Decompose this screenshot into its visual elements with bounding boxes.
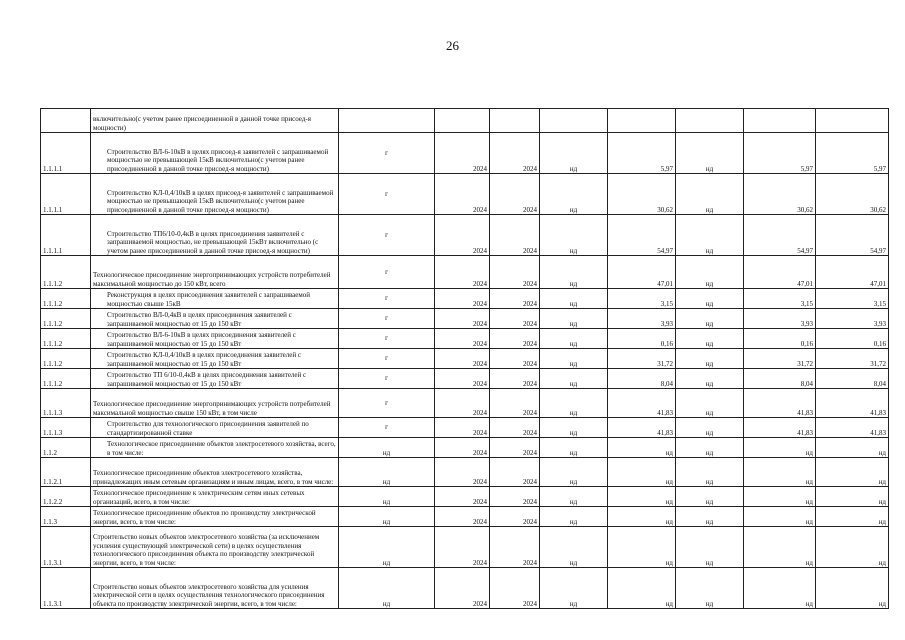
row-name-text: Строительство ТП6/10-0,4кВ в целях присоединения заявителей с запрашиваемой мощностью, не превышающей 15кВт включительно (с учетом ранее присоединенной в данной точке присоед-я мощности) — [107, 229, 319, 255]
row-name — [91, 289, 339, 309]
row-year-start: 2024 — [435, 329, 490, 349]
row-value-5: нд — [816, 527, 889, 568]
table-row — [41, 349, 889, 369]
row-code: 1.1.3 — [41, 507, 91, 527]
row-name — [91, 174, 339, 215]
row-year-end: 2024 — [490, 309, 540, 329]
row-name-text: Технологическое присоединение объектов электросетевого хозяйства, принадлежащих иным сетевым организациям и иным лицам, всего, в том числе: — [93, 469, 334, 486]
row-code: 1.1.1.1 — [41, 133, 91, 174]
row-year-end: 2024 — [490, 438, 540, 458]
row-unit: г — [339, 349, 435, 369]
row-code: 1.1.1.1 — [41, 174, 91, 215]
row-year-end: 2024 — [490, 174, 540, 215]
page-number: 26 — [446, 38, 459, 53]
row-value-5: нд — [816, 568, 889, 609]
row-year-end: 2024 — [490, 349, 540, 369]
row-code: 1.1.3.1 — [41, 527, 91, 568]
row-value-4: нд — [744, 487, 816, 507]
row-year-end: 2024 — [490, 369, 540, 389]
row-name — [91, 568, 339, 609]
row-unit: нд — [339, 507, 435, 527]
row-year-start: 2024 — [435, 418, 490, 438]
row-name — [91, 389, 339, 418]
row-value-5: 30,62 — [816, 174, 889, 215]
row-value-4: 8,04 — [744, 369, 816, 389]
row-code: 1.1.3.1 — [41, 568, 91, 609]
row-name-text: Строительство ВЛ-0,4кВ в целях присоединения заявителей с запрашиваемой мощностью от 15 до 150 кВт — [107, 311, 292, 328]
table-row — [41, 256, 889, 289]
row-value-4: 0,16 — [744, 329, 816, 349]
row-unit: г — [339, 215, 435, 256]
row-name-text: Технологическое присоединение к электрическим сетям иных сетевых организаций, всего, в том числе: — [93, 489, 305, 506]
row-value-5: нд — [816, 507, 889, 527]
row-year-end: 2024 — [490, 418, 540, 438]
row-value-2: нд — [608, 568, 676, 609]
row-value-1: нд — [540, 389, 608, 418]
row-year-start: 2024 — [435, 568, 490, 609]
row-year-start: 2024 — [435, 487, 490, 507]
row-value-4: нд — [744, 568, 816, 609]
table-row — [41, 369, 889, 389]
table-row — [41, 389, 889, 418]
row-name — [91, 438, 339, 458]
row-name-text: включительно(с учетом ранее присоединенной в данной точке присоед-я мощности) — [93, 115, 311, 132]
row-year-start: 2024 — [435, 369, 490, 389]
row-value-3: нд — [676, 256, 744, 289]
row-year-end: 2024 — [490, 215, 540, 256]
row-year-end: 2024 — [490, 487, 540, 507]
row-value-2: 8,04 — [608, 369, 676, 389]
row-value-1 — [540, 109, 608, 133]
row-name-text: Технологическое присоединение объектов по производству электрической энергии, всего, в том числе: — [93, 509, 316, 526]
row-value-2: нд — [608, 438, 676, 458]
row-name — [91, 369, 339, 389]
row-unit: г — [339, 329, 435, 349]
row-value-1: нд — [540, 458, 608, 487]
row-value-5: 3,93 — [816, 309, 889, 329]
row-value-4: 3,93 — [744, 309, 816, 329]
row-year-start: 2024 — [435, 527, 490, 568]
table-body — [41, 109, 889, 609]
row-value-3: нд — [676, 418, 744, 438]
row-year-end: 2024 — [490, 527, 540, 568]
table-row — [41, 215, 889, 256]
row-unit: нд — [339, 487, 435, 507]
row-year-end: 2024 — [490, 256, 540, 289]
row-unit: нд — [339, 458, 435, 487]
row-value-2: 41,83 — [608, 418, 676, 438]
row-value-1: нд — [540, 507, 608, 527]
row-name-text: Технологическое присоединение энергопринимающих устройств потребителей максимальной мощностью свыше 150 кВт, в том числе — [93, 400, 331, 417]
row-value-4: нд — [744, 527, 816, 568]
row-value-4: 47,01 — [744, 256, 816, 289]
row-value-5: нд — [816, 458, 889, 487]
row-value-5: 3,15 — [816, 289, 889, 309]
row-value-3: нд — [676, 215, 744, 256]
table-row — [41, 458, 889, 487]
row-year-end: 2024 — [490, 458, 540, 487]
row-value-1: нд — [540, 215, 608, 256]
table-row — [41, 568, 889, 609]
row-value-2: 31,72 — [608, 349, 676, 369]
row-value-2: 3,15 — [608, 289, 676, 309]
row-value-3: нд — [676, 438, 744, 458]
row-value-3: нд — [676, 329, 744, 349]
row-value-4: 41,83 — [744, 389, 816, 418]
row-value-4: нд — [744, 507, 816, 527]
row-value-4: нд — [744, 438, 816, 458]
row-name-text: Строительство КЛ-0,4/10кВ в целях присоед-я заявителей с запрашиваемой мощностью не превышающей 15кВ включительно(с учетом ранее присоединенной в данной точке присоед-я мощности) — [107, 188, 334, 214]
table-row — [41, 133, 889, 174]
row-name — [91, 109, 339, 133]
table-row — [41, 507, 889, 527]
row-value-5: 5,97 — [816, 133, 889, 174]
row-code: 1.1.1.2 — [41, 256, 91, 289]
table-row — [41, 109, 889, 133]
row-value-3 — [676, 109, 744, 133]
row-name — [91, 487, 339, 507]
row-unit: г — [339, 289, 435, 309]
row-value-4: 54,97 — [744, 215, 816, 256]
row-year-start: 2024 — [435, 349, 490, 369]
row-name-text: Строительство ВЛ-6-10кВ в целях присоед-я заявителей с запрашиваемой мощностью не превышающей 15кВ включительно(с учетом ранее присоединенной в данной точке присоед-я мощности) — [107, 147, 329, 173]
row-unit: г — [339, 389, 435, 418]
row-name-text: Строительство ТП 6/10-0,4кВ в целях присоединения заявителей с запрашиваемой мощностью от 15 до 150 кВт — [107, 371, 307, 388]
row-value-5: нд — [816, 438, 889, 458]
row-value-2: 41,83 — [608, 389, 676, 418]
table-row — [41, 329, 889, 349]
row-value-3: нд — [676, 487, 744, 507]
table-row — [41, 527, 889, 568]
row-code: 1.1.1.2 — [41, 369, 91, 389]
row-year-start: 2024 — [435, 438, 490, 458]
table-row — [41, 309, 889, 329]
row-value-5: 8,04 — [816, 369, 889, 389]
row-year-start: 2024 — [435, 309, 490, 329]
row-year-end: 2024 — [490, 568, 540, 609]
row-value-2: нд — [608, 487, 676, 507]
row-value-2: 0,16 — [608, 329, 676, 349]
row-unit: г — [339, 369, 435, 389]
row-value-2: нд — [608, 458, 676, 487]
row-year-end: 2024 — [490, 329, 540, 349]
row-value-1: нд — [540, 487, 608, 507]
row-value-1: нд — [540, 568, 608, 609]
row-name — [91, 215, 339, 256]
row-code: 1.1.1.2 — [41, 289, 91, 309]
row-year-start: 2024 — [435, 174, 490, 215]
table-row — [41, 174, 889, 215]
row-value-5: 47,01 — [816, 256, 889, 289]
row-name — [91, 329, 339, 349]
row-code: 1.1.1.2 — [41, 309, 91, 329]
row-value-3: нд — [676, 174, 744, 215]
row-value-2: 3,93 — [608, 309, 676, 329]
row-value-3: нд — [676, 458, 744, 487]
row-year-start: 2024 — [435, 256, 490, 289]
row-value-4: 31,72 — [744, 349, 816, 369]
row-code: 1.1.2.2 — [41, 487, 91, 507]
row-year-end: 2024 — [490, 133, 540, 174]
row-name-text: Строительство новых объектов электросетевого хозяйства для усиления электрической сети в целях осуществления технологического присоединения объекта по производству электрической энергии, всего, в том числе: — [93, 582, 325, 608]
row-name — [91, 527, 339, 568]
row-code: 1.1.1.1 — [41, 215, 91, 256]
row-value-4: 30,62 — [744, 174, 816, 215]
row-name — [91, 418, 339, 438]
row-code: 1.1.1.2 — [41, 349, 91, 369]
row-value-4 — [744, 109, 816, 133]
row-value-5: нд — [816, 487, 889, 507]
row-value-1: нд — [540, 174, 608, 215]
row-value-1: нд — [540, 349, 608, 369]
row-value-5: 0,16 — [816, 329, 889, 349]
row-code: 1.1.2 — [41, 438, 91, 458]
row-name — [91, 133, 339, 174]
table-row — [41, 487, 889, 507]
row-value-5 — [816, 109, 889, 133]
row-value-1: нд — [540, 527, 608, 568]
row-value-1: нд — [540, 369, 608, 389]
row-unit: г — [339, 174, 435, 215]
row-value-3: нд — [676, 507, 744, 527]
row-value-3: нд — [676, 527, 744, 568]
row-value-1: нд — [540, 329, 608, 349]
row-value-4: 41,83 — [744, 418, 816, 438]
row-code — [41, 109, 91, 133]
row-value-4: 5,97 — [744, 133, 816, 174]
row-value-1: нд — [540, 256, 608, 289]
row-name — [91, 458, 339, 487]
row-value-2: 47,01 — [608, 256, 676, 289]
row-year-start: 2024 — [435, 289, 490, 309]
row-year-start: 2024 — [435, 389, 490, 418]
row-unit: г — [339, 256, 435, 289]
row-value-2: 30,62 — [608, 174, 676, 215]
row-name-text: Строительство ВЛ-6-10кВ в целях присоединения заявителей с запрашиваемой мощностью от 15 до 150 кВт — [107, 331, 296, 348]
row-name-text: Технологическое присоединение объектов электросетевого хозяйства, всего, в том числе: — [107, 440, 336, 457]
row-value-3: нд — [676, 289, 744, 309]
row-value-3: нд — [676, 309, 744, 329]
row-value-3: нд — [676, 568, 744, 609]
row-year-start — [435, 109, 490, 133]
row-value-3: нд — [676, 133, 744, 174]
row-value-5: 54,97 — [816, 215, 889, 256]
row-name-text: Строительство новых объектов электросетевого хозяйства (за исключением усиления существующей электрической сети) в целях осуществления технологического присоединения объекта по производству электрической энергии, всего, в том числе: — [93, 533, 320, 567]
row-value-2 — [608, 109, 676, 133]
row-value-3: нд — [676, 389, 744, 418]
row-value-2: 5,97 — [608, 133, 676, 174]
row-value-3: нд — [676, 349, 744, 369]
row-name — [91, 256, 339, 289]
row-name — [91, 309, 339, 329]
row-name — [91, 507, 339, 527]
row-year-start: 2024 — [435, 458, 490, 487]
row-year-start: 2024 — [435, 507, 490, 527]
row-value-5: 41,83 — [816, 389, 889, 418]
row-year-end: 2024 — [490, 389, 540, 418]
row-code: 1.1.1.3 — [41, 389, 91, 418]
row-name — [91, 349, 339, 369]
row-value-4: 3,15 — [744, 289, 816, 309]
row-year-start: 2024 — [435, 215, 490, 256]
table-row — [41, 418, 889, 438]
row-name-text: Строительство КЛ-0,4/10кВ в целях присоединения заявителей с запрашиваемой мощностью от 15 до 150 кВт — [107, 351, 301, 368]
row-value-3: нд — [676, 369, 744, 389]
row-value-1: нд — [540, 133, 608, 174]
row-value-4: нд — [744, 458, 816, 487]
row-value-2: нд — [608, 527, 676, 568]
row-value-1: нд — [540, 438, 608, 458]
row-name-text: Технологическое присоединение энергопринимающих устройств потребителей максимальной мощностью до 150 кВт, всего — [93, 271, 331, 288]
row-unit: г — [339, 309, 435, 329]
row-code: 1.1.2.1 — [41, 458, 91, 487]
row-unit: нд — [339, 438, 435, 458]
row-unit: нд — [339, 568, 435, 609]
row-value-5: 41,83 — [816, 418, 889, 438]
row-value-5: 31,72 — [816, 349, 889, 369]
row-unit: нд — [339, 527, 435, 568]
row-name-text: Строительство для технологического присоединения заявителей по стандартизированной ставке — [107, 420, 309, 437]
row-unit: г — [339, 418, 435, 438]
row-name-text: Реконструкция в целях присоединения заявителей с запрашиваемой мощностью свыше 15кВ — [107, 291, 311, 308]
row-year-start: 2024 — [435, 133, 490, 174]
row-value-1: нд — [540, 289, 608, 309]
row-value-1: нд — [540, 418, 608, 438]
table-row — [41, 289, 889, 309]
row-value-1: нд — [540, 309, 608, 329]
row-year-end — [490, 109, 540, 133]
row-year-end: 2024 — [490, 289, 540, 309]
table-row — [41, 438, 889, 458]
row-code: 1.1.1.2 — [41, 329, 91, 349]
row-year-end: 2024 — [490, 507, 540, 527]
row-code: 1.1.1.3 — [41, 418, 91, 438]
row-value-2: нд — [608, 507, 676, 527]
investment-table — [40, 108, 889, 609]
row-value-2: 54,97 — [608, 215, 676, 256]
row-unit: г — [339, 133, 435, 174]
row-unit — [339, 109, 435, 133]
